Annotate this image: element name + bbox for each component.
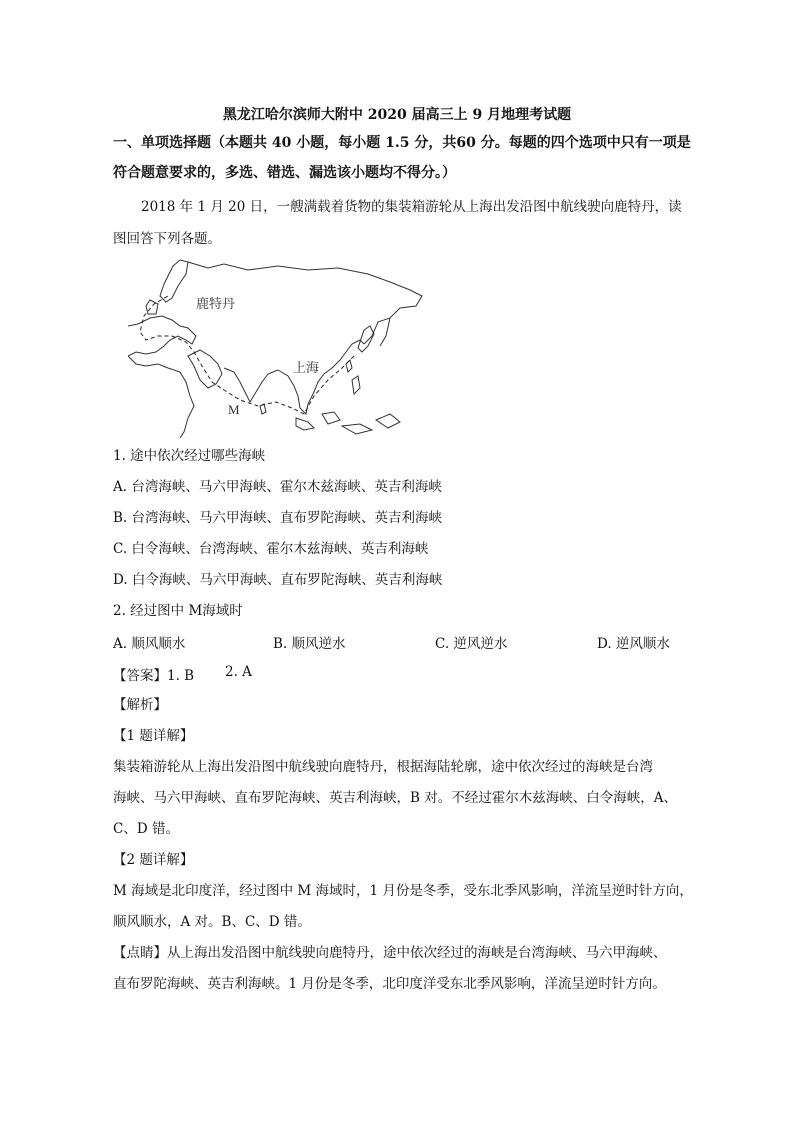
question2-option-d: D. 逆风顺水 <box>597 636 670 652</box>
question1-option-d: D. 白令海峡、马六甲海峡、直布罗陀海峡、英吉利海峡 <box>113 572 443 588</box>
q2-detail-line2: 顺风顺水，A 对。B、C、D 错。 <box>113 914 311 930</box>
q2-detail-line1: M 海域是北印度洋，经过图中 M 海域时，1 月份是冬季，受东北季风影响，洋流呈逆时针方向， <box>113 883 693 899</box>
shanghai-label: 上海 <box>293 360 320 375</box>
question2-option-c: C. 逆风逆水 <box>435 636 508 652</box>
question2-option-b: B. 顺风逆水 <box>273 636 346 652</box>
question1-stem: 1. 途中依次经过哪些海峡 <box>113 448 266 464</box>
intro-line2: 图回答下列各题。 <box>113 231 221 247</box>
question2-stem: 2. 经过图中 M海域时 <box>113 603 243 619</box>
analysis-heading: 【解析】 <box>113 697 167 713</box>
question2-options <box>113 632 683 652</box>
exam-title: 黑龙江哈尔滨师大附中 2020 届高三上 9 月地理考试题 <box>222 107 572 123</box>
q1-detail-heading: 【1 题详解】 <box>113 728 194 744</box>
question2-option-a: A. 顺风顺水 <box>113 636 186 652</box>
m-label: M <box>228 402 240 417</box>
question1-option-b: B. 台湾海峡、马六甲海峡、直布罗陀海峡、英吉利海峡 <box>113 510 443 526</box>
q1-detail-line3: C、D 错。 <box>113 821 179 837</box>
rotterdam-label: 鹿特丹 <box>196 296 236 311</box>
intro-line1: 2018 年 1 月 20 日，一艘满载着货物的集装箱游轮从上海出发沿图中航线驶向鹿特丹，读 <box>141 199 682 215</box>
route-map <box>128 256 424 438</box>
q1-detail-line1: 集装箱游轮从上海出发沿图中航线驶向鹿特丹，根据海陆轮廓，途中依次经过的海峡是台湾 <box>113 759 653 775</box>
answer-row <box>113 664 683 684</box>
section1-heading-line1: 一、单项选择题（本题共 40 小题，每小题 1.5 分，共60 分。每题的四个选项中只有一项是 <box>113 135 691 151</box>
answer-q2: 2. A <box>225 664 252 680</box>
tip-line1: 【点睛】从上海出发沿图中航线驶向鹿特丹，途中依次经过的海峡是台湾海峡、马六甲海峡、 <box>113 945 667 961</box>
q2-detail-heading: 【2 题详解】 <box>113 852 194 868</box>
question1-option-c: C. 白令海峡、台湾海峡、霍尔木兹海峡、英吉利海峡 <box>113 541 429 557</box>
answer-label: 【答案】1. B <box>113 668 195 684</box>
question1-option-a: A. 台湾海峡、马六甲海峡、霍尔木兹海峡、英吉利海峡 <box>113 479 442 495</box>
q1-detail-line2: 海峡、马六甲海峡、直布罗陀海峡、英吉利海峡，B 对。不经过霍尔木兹海峡、白令海峡，A、 <box>113 790 677 806</box>
section1-heading-line2: 符合题意要求的，多选、错选、漏选该小题均不得分。） <box>113 165 456 181</box>
tip-line2: 直布罗陀海峡、英吉利海峡。1 月份是冬季，北印度洋受东北季风影响，洋流呈逆时针方向。 <box>113 976 666 992</box>
